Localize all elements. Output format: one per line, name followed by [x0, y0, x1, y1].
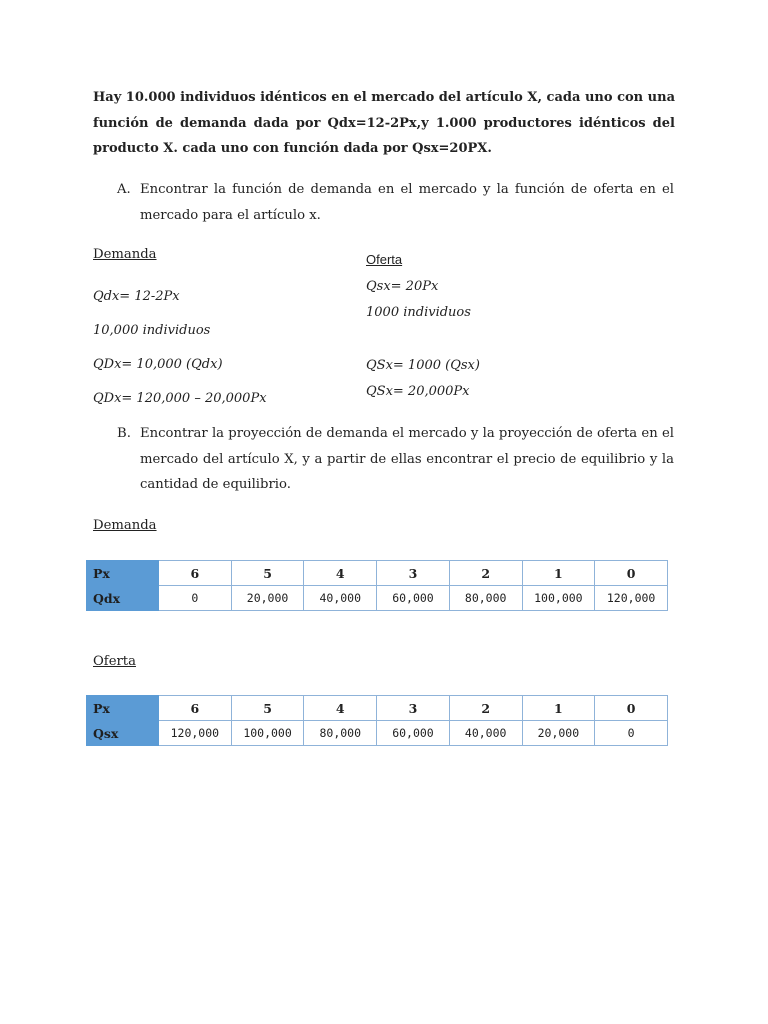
- table-cell: 0: [595, 561, 668, 586]
- demanda-line: Qdx= 12-2Px: [93, 289, 180, 304]
- table-row: [87, 586, 668, 611]
- table-cell: 80,000: [449, 586, 522, 611]
- table-cell: 5: [231, 696, 304, 721]
- problem-statement: Hay 10.000 individuos idénticos en el mercado del artículo X, cada uno con una función de demanda dada por Qdx=12-2Px,y 1.000 productores idénticos del producto X. cada uno con función dada por Qsx=20PX.: [93, 90, 675, 156]
- table-cell: 6: [159, 561, 232, 586]
- table-cell: 0: [159, 586, 232, 611]
- table-cell: 100,000: [522, 586, 595, 611]
- demanda-line: QDx= 120,000 – 20,000Px: [93, 391, 267, 406]
- demand-table: [86, 560, 668, 611]
- question-a-marker: A.: [117, 182, 131, 197]
- oferta-line: QSx= 20,000Px: [366, 384, 470, 399]
- table-cell: 5: [231, 561, 304, 586]
- table-cell: 20,000: [231, 586, 304, 611]
- table-cell: 4: [304, 561, 377, 586]
- question-b-marker: B.: [117, 426, 131, 441]
- demanda-line: 10,000 individuos: [93, 323, 211, 338]
- table-cell: 1: [522, 561, 595, 586]
- table-cell: 4: [304, 696, 377, 721]
- table-cell: 0: [595, 721, 668, 746]
- question-a-text: Encontrar la función de demanda en el mercado y la función de oferta en el mercado para el artículo x.: [140, 182, 674, 223]
- table-row: [87, 561, 668, 586]
- oferta-line: QSx= 1000 (Qsx): [366, 358, 480, 373]
- table-cell: 2: [449, 561, 522, 586]
- question-b: [117, 421, 674, 498]
- oferta-heading: Oferta: [366, 252, 403, 267]
- table-cell: 100,000: [231, 721, 304, 746]
- table-cell: 6: [159, 696, 232, 721]
- question-a: [117, 177, 674, 228]
- table-cell: 40,000: [449, 721, 522, 746]
- table-cell: 120,000: [595, 586, 668, 611]
- table-row: [87, 696, 668, 721]
- oferta-line: Qsx= 20Px: [366, 279, 439, 294]
- table-cell: 3: [377, 561, 450, 586]
- table-row: [87, 721, 668, 746]
- table-cell: 120,000: [159, 721, 232, 746]
- demanda-heading: Demanda: [93, 247, 157, 262]
- table-cell: 40,000: [304, 586, 377, 611]
- table-cell: 60,000: [377, 586, 450, 611]
- table-cell: 3: [377, 696, 450, 721]
- row-header: Qdx: [87, 586, 159, 611]
- table-cell: 60,000: [377, 721, 450, 746]
- table-cell: 0: [595, 696, 668, 721]
- row-header: Px: [87, 696, 159, 721]
- supply-table-heading: Oferta: [93, 654, 136, 669]
- demanda-line: QDx= 10,000 (Qdx): [93, 357, 223, 372]
- row-header: Px: [87, 561, 159, 586]
- table-cell: 2: [449, 696, 522, 721]
- demand-table-heading: Demanda: [93, 518, 157, 533]
- row-header: Qsx: [87, 721, 159, 746]
- supply-table: [86, 695, 668, 746]
- table-cell: 80,000: [304, 721, 377, 746]
- question-b-text: Encontrar la proyección de demanda el mercado y la proyección de oferta en el mercado del artículo X, y a partir de ellas encontrar el precio de equilibrio y la cantidad de equilibrio.: [140, 426, 674, 492]
- table-cell: 1: [522, 696, 595, 721]
- table-cell: 20,000: [522, 721, 595, 746]
- oferta-line: 1000 individuos: [366, 305, 471, 320]
